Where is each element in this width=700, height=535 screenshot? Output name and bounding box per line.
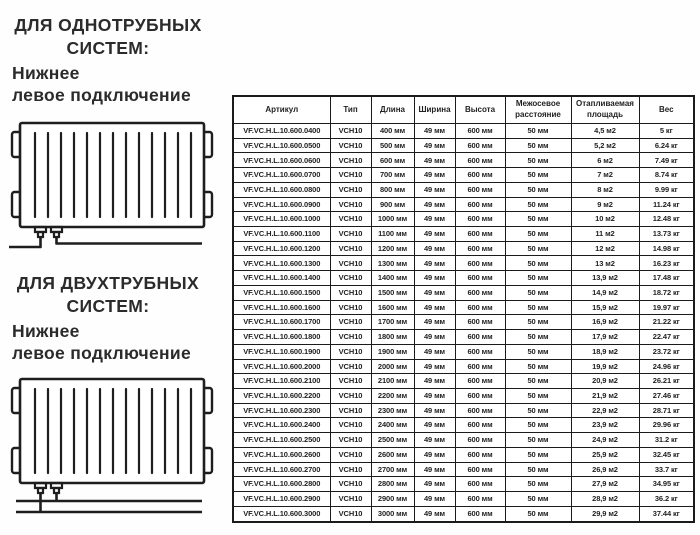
table-cell: 14.98 кг: [639, 241, 694, 256]
table-cell: 49 мм: [414, 182, 455, 197]
table-cell: VF.VC.H.L.10.600.2800: [233, 477, 330, 492]
table-cell: VCH10: [330, 124, 371, 139]
table-cell: 1800 мм: [371, 330, 414, 345]
table-cell: 1100 мм: [371, 227, 414, 242]
table-cell: 1200 мм: [371, 241, 414, 256]
table-cell: VF.VC.H.L.10.600.0600: [233, 153, 330, 168]
table-cell: 50 мм: [505, 491, 571, 506]
table-cell: 50 мм: [505, 197, 571, 212]
table-cell: 2800 мм: [371, 477, 414, 492]
column-header: Тип: [330, 96, 371, 124]
table-cell: 15,9 м2: [571, 300, 639, 315]
table-cell: 50 мм: [505, 433, 571, 448]
table-cell: VF.VC.H.L.10.600.0700: [233, 168, 330, 183]
table-cell: 2300 мм: [371, 403, 414, 418]
table-cell: 17,9 м2: [571, 330, 639, 345]
table-cell: 50 мм: [505, 403, 571, 418]
table-cell: 49 мм: [414, 491, 455, 506]
table-cell: 2400 мм: [371, 418, 414, 433]
table-cell: 600 мм: [371, 153, 414, 168]
pipe-routing-single: [9, 237, 202, 247]
table-cell: 600 мм: [455, 403, 505, 418]
table-cell: 33.7 кг: [639, 462, 694, 477]
table-cell: 49 мм: [414, 153, 455, 168]
table-cell: 50 мм: [505, 285, 571, 300]
table-cell: 50 мм: [505, 227, 571, 242]
table-cell: 28,9 м2: [571, 491, 639, 506]
table-cell: 7 м2: [571, 168, 639, 183]
table-cell: VF.VC.H.L.10.600.0800: [233, 182, 330, 197]
table-cell: VF.VC.H.L.10.600.1100: [233, 227, 330, 242]
subheading-line: Нижнее: [12, 63, 80, 83]
table-cell: 49 мм: [414, 374, 455, 389]
table-cell: VF.VC.H.L.10.600.1200: [233, 241, 330, 256]
table-cell: VF.VC.H.L.10.600.1700: [233, 315, 330, 330]
table-row: [233, 388, 694, 403]
table-cell: 13,9 м2: [571, 271, 639, 286]
table-cell: 16,9 м2: [571, 315, 639, 330]
table-cell: 49 мм: [414, 330, 455, 345]
table-cell: VCH10: [330, 506, 371, 522]
table-row: [233, 168, 694, 183]
table-cell: 800 мм: [371, 182, 414, 197]
table-cell: 50 мм: [505, 153, 571, 168]
table-cell: 26,9 м2: [571, 462, 639, 477]
table-cell: 600 мм: [455, 462, 505, 477]
table-cell: 600 мм: [455, 124, 505, 139]
table-cell: 2900 мм: [371, 491, 414, 506]
table-cell: 31.2 кг: [639, 433, 694, 448]
table-cell: 6 м2: [571, 153, 639, 168]
table-cell: 49 мм: [414, 138, 455, 153]
table-row: [233, 462, 694, 477]
table-cell: 50 мм: [505, 212, 571, 227]
table-cell: 19.97 кг: [639, 300, 694, 315]
table-cell: VF.VC.H.L.10.600.2500: [233, 433, 330, 448]
table-cell: VCH10: [330, 197, 371, 212]
table-cell: 10 м2: [571, 212, 639, 227]
table-cell: 600 мм: [455, 227, 505, 242]
table-cell: 1300 мм: [371, 256, 414, 271]
connection-stubs: [35, 483, 62, 493]
column-header: Высота: [455, 96, 505, 124]
table-row: [233, 124, 694, 139]
connection-label-single-pipe: [12, 62, 216, 107]
table-cell: 11.24 кг: [639, 197, 694, 212]
table-cell: 1500 мм: [371, 285, 414, 300]
table-cell: VCH10: [330, 418, 371, 433]
heading-line: СИСТЕМ:: [66, 296, 150, 317]
table-cell: VF.VC.H.L.10.600.2400: [233, 418, 330, 433]
table-row: [233, 506, 694, 522]
table-cell: 50 мм: [505, 374, 571, 389]
table-cell: VF.VC.H.L.10.600.2700: [233, 462, 330, 477]
table-cell: VCH10: [330, 256, 371, 271]
table-cell: 49 мм: [414, 359, 455, 374]
table-cell: VCH10: [330, 241, 371, 256]
table-cell: 600 мм: [455, 418, 505, 433]
table-cell: VF.VC.H.L.10.600.0500: [233, 138, 330, 153]
table-cell: 21.22 кг: [639, 315, 694, 330]
left-column: [6, 0, 220, 535]
heading-line: СИСТЕМ:: [66, 38, 150, 59]
table-cell: 50 мм: [505, 241, 571, 256]
table-cell: VCH10: [330, 300, 371, 315]
table-cell: 3000 мм: [371, 506, 414, 522]
table-cell: 12 м2: [571, 241, 639, 256]
table-cell: 13.73 кг: [639, 227, 694, 242]
table-row: [233, 138, 694, 153]
table-row: [233, 241, 694, 256]
table-cell: 50 мм: [505, 300, 571, 315]
table-cell: 900 мм: [371, 197, 414, 212]
table-row: [233, 418, 694, 433]
column-header: Длина: [371, 96, 414, 124]
table-cell: 49 мм: [414, 433, 455, 448]
table-cell: 49 мм: [414, 344, 455, 359]
column-header: Ширина: [414, 96, 455, 124]
table-cell: VF.VC.H.L.10.600.3000: [233, 506, 330, 522]
table-cell: 21,9 м2: [571, 388, 639, 403]
table-cell: 600 мм: [455, 256, 505, 271]
table-cell: 49 мм: [414, 300, 455, 315]
connection-stubs: [35, 227, 62, 237]
radiator-diagram-two-pipe: [8, 372, 216, 522]
table-cell: 2100 мм: [371, 374, 414, 389]
table-row: [233, 344, 694, 359]
table-cell: 20,9 м2: [571, 374, 639, 389]
table-cell: 18,9 м2: [571, 344, 639, 359]
table-cell: 50 мм: [505, 462, 571, 477]
table-cell: VCH10: [330, 433, 371, 448]
table-row: [233, 227, 694, 242]
table-row: [233, 374, 694, 389]
table-row: [233, 285, 694, 300]
column-header: Вес: [639, 96, 694, 124]
table-cell: 50 мм: [505, 344, 571, 359]
table-cell: 29.96 кг: [639, 418, 694, 433]
table-cell: VF.VC.H.L.10.600.2200: [233, 388, 330, 403]
table-cell: 50 мм: [505, 124, 571, 139]
table-cell: VCH10: [330, 182, 371, 197]
table-cell: 9 м2: [571, 197, 639, 212]
table-cell: 7.49 кг: [639, 153, 694, 168]
table-cell: 600 мм: [455, 241, 505, 256]
table-row: [233, 330, 694, 345]
table-cell: 600 мм: [455, 212, 505, 227]
table-cell: 600 мм: [455, 153, 505, 168]
table-cell: 27.46 кг: [639, 388, 694, 403]
table-cell: 600 мм: [455, 330, 505, 345]
table-cell: VCH10: [330, 388, 371, 403]
table-cell: VCH10: [330, 447, 371, 462]
table-cell: 22,9 м2: [571, 403, 639, 418]
table-cell: 37.44 кг: [639, 506, 694, 522]
table-cell: VF.VC.H.L.10.600.2900: [233, 491, 330, 506]
table-cell: 600 мм: [455, 388, 505, 403]
table-cell: VF.VC.H.L.10.600.0400: [233, 124, 330, 139]
table-cell: 1700 мм: [371, 315, 414, 330]
table-cell: 49 мм: [414, 477, 455, 492]
table-cell: 50 мм: [505, 138, 571, 153]
table-cell: VF.VC.H.L.10.600.1300: [233, 256, 330, 271]
table-cell: VCH10: [330, 403, 371, 418]
table-cell: 6.24 кг: [639, 138, 694, 153]
table-row: [233, 359, 694, 374]
table-cell: 50 мм: [505, 271, 571, 286]
table-cell: 600 мм: [455, 271, 505, 286]
subheading-line: левое подключение: [12, 85, 191, 106]
table-cell: VCH10: [330, 285, 371, 300]
table-cell: 49 мм: [414, 212, 455, 227]
section-heading-two-pipe: [6, 272, 210, 319]
table-cell: 8.74 кг: [639, 168, 694, 183]
table-cell: 24.96 кг: [639, 359, 694, 374]
table-cell: 49 мм: [414, 388, 455, 403]
table-cell: 500 мм: [371, 138, 414, 153]
spec-table: [232, 95, 695, 523]
table-cell: 600 мм: [455, 433, 505, 448]
spec-table-body: [233, 124, 694, 523]
table-cell: 600 мм: [455, 168, 505, 183]
table-cell: 50 мм: [505, 315, 571, 330]
table-cell: 50 мм: [505, 506, 571, 522]
table-cell: 26.21 кг: [639, 374, 694, 389]
table-cell: VCH10: [330, 477, 371, 492]
section-heading-single-pipe: [6, 14, 210, 61]
table-cell: 19,9 м2: [571, 359, 639, 374]
table-cell: 28.71 кг: [639, 403, 694, 418]
table-cell: 2200 мм: [371, 388, 414, 403]
table-cell: 600 мм: [455, 491, 505, 506]
table-cell: 4,5 м2: [571, 124, 639, 139]
table-cell: 50 мм: [505, 388, 571, 403]
table-cell: 24,9 м2: [571, 433, 639, 448]
table-cell: VCH10: [330, 344, 371, 359]
table-cell: VCH10: [330, 374, 371, 389]
table-cell: 1400 мм: [371, 271, 414, 286]
table-cell: 50 мм: [505, 330, 571, 345]
table-cell: 400 мм: [371, 124, 414, 139]
table-cell: 13 м2: [571, 256, 639, 271]
table-cell: VF.VC.H.L.10.600.2100: [233, 374, 330, 389]
subheading-line: Нижнее: [12, 321, 80, 341]
table-cell: 49 мм: [414, 227, 455, 242]
table-cell: 600 мм: [455, 182, 505, 197]
table-row: [233, 197, 694, 212]
table-cell: 600 мм: [455, 344, 505, 359]
table-cell: VCH10: [330, 153, 371, 168]
spec-table-head: [233, 96, 694, 124]
table-cell: 50 мм: [505, 447, 571, 462]
table-cell: VCH10: [330, 330, 371, 345]
table-cell: VF.VC.H.L.10.600.1000: [233, 212, 330, 227]
table-cell: 23.72 кг: [639, 344, 694, 359]
table-cell: 49 мм: [414, 447, 455, 462]
table-row: [233, 271, 694, 286]
table-cell: VCH10: [330, 138, 371, 153]
table-cell: 23,9 м2: [571, 418, 639, 433]
table-row: [233, 491, 694, 506]
table-cell: 600 мм: [455, 315, 505, 330]
table-row: [233, 403, 694, 418]
table-cell: 8 м2: [571, 182, 639, 197]
table-cell: 49 мм: [414, 403, 455, 418]
spec-table-header-row: [233, 96, 694, 124]
table-cell: 18.72 кг: [639, 285, 694, 300]
table-cell: 2700 мм: [371, 462, 414, 477]
table-cell: 49 мм: [414, 285, 455, 300]
table-cell: 49 мм: [414, 124, 455, 139]
table-cell: 600 мм: [455, 447, 505, 462]
column-header: Межосевое расстояние: [505, 96, 571, 124]
table-cell: 49 мм: [414, 271, 455, 286]
table-cell: 700 мм: [371, 168, 414, 183]
table-cell: 600 мм: [455, 374, 505, 389]
table-cell: VF.VC.H.L.10.600.1600: [233, 300, 330, 315]
table-row: [233, 447, 694, 462]
table-cell: 50 мм: [505, 359, 571, 374]
table-cell: 14,9 м2: [571, 285, 639, 300]
table-cell: 32.45 кг: [639, 447, 694, 462]
table-cell: 49 мм: [414, 197, 455, 212]
table-cell: 34.95 кг: [639, 477, 694, 492]
table-cell: VCH10: [330, 462, 371, 477]
pipe-routing-two: [16, 493, 202, 512]
table-cell: 36.2 кг: [639, 491, 694, 506]
table-cell: 12.48 кг: [639, 212, 694, 227]
table-cell: 11 м2: [571, 227, 639, 242]
table-cell: VCH10: [330, 271, 371, 286]
table-cell: 27,9 м2: [571, 477, 639, 492]
table-cell: 16.23 кг: [639, 256, 694, 271]
table-cell: 600 мм: [455, 477, 505, 492]
table-cell: 600 мм: [455, 300, 505, 315]
table-row: [233, 433, 694, 448]
table-cell: 49 мм: [414, 168, 455, 183]
table-cell: VCH10: [330, 359, 371, 374]
table-cell: 49 мм: [414, 506, 455, 522]
table-cell: 5 кг: [639, 124, 694, 139]
table-cell: VCH10: [330, 168, 371, 183]
table-cell: VF.VC.H.L.10.600.2600: [233, 447, 330, 462]
table-cell: 49 мм: [414, 241, 455, 256]
table-cell: VF.VC.H.L.10.600.0900: [233, 197, 330, 212]
table-row: [233, 212, 694, 227]
heading-line: ДЛЯ ОДНОТРУБНЫХ: [14, 15, 202, 35]
table-cell: 1900 мм: [371, 344, 414, 359]
table-cell: 50 мм: [505, 418, 571, 433]
table-cell: VF.VC.H.L.10.600.1900: [233, 344, 330, 359]
table-cell: VF.VC.H.L.10.600.2000: [233, 359, 330, 374]
table-cell: VCH10: [330, 315, 371, 330]
connection-label-two-pipe: [12, 320, 216, 365]
column-header: Отапливаемая площадь: [571, 96, 639, 124]
table-cell: 49 мм: [414, 315, 455, 330]
table-cell: 29,9 м2: [571, 506, 639, 522]
table-row: [233, 256, 694, 271]
table-cell: 2600 мм: [371, 447, 414, 462]
table-cell: 50 мм: [505, 168, 571, 183]
heading-line: ДЛЯ ДВУХТРУБНЫХ: [16, 273, 200, 293]
table-cell: VCH10: [330, 212, 371, 227]
table-cell: 9.99 кг: [639, 182, 694, 197]
table-row: [233, 477, 694, 492]
table-cell: 2000 мм: [371, 359, 414, 374]
table-row: [233, 315, 694, 330]
table-cell: VF.VC.H.L.10.600.1800: [233, 330, 330, 345]
radiator-diagram-single-pipe: [8, 116, 216, 256]
table-cell: 600 мм: [455, 506, 505, 522]
table-cell: VF.VC.H.L.10.600.2300: [233, 403, 330, 418]
table-cell: VCH10: [330, 491, 371, 506]
table-cell: 1000 мм: [371, 212, 414, 227]
table-cell: 600 мм: [455, 285, 505, 300]
table-cell: 50 мм: [505, 477, 571, 492]
table-cell: VCH10: [330, 227, 371, 242]
table-cell: 600 мм: [455, 138, 505, 153]
table-row: [233, 300, 694, 315]
table-row: [233, 153, 694, 168]
table-cell: VF.VC.H.L.10.600.1500: [233, 285, 330, 300]
subheading-line: левое подключение: [12, 343, 191, 364]
table-cell: 17.48 кг: [639, 271, 694, 286]
table-cell: 49 мм: [414, 418, 455, 433]
table-cell: VF.VC.H.L.10.600.1400: [233, 271, 330, 286]
table-cell: 50 мм: [505, 182, 571, 197]
table-cell: 50 мм: [505, 256, 571, 271]
table-cell: 22.47 кг: [639, 330, 694, 345]
table-cell: 600 мм: [455, 359, 505, 374]
table-cell: 2500 мм: [371, 433, 414, 448]
table-cell: 600 мм: [455, 197, 505, 212]
column-header: Артикул: [233, 96, 330, 124]
table-cell: 49 мм: [414, 462, 455, 477]
table-cell: 49 мм: [414, 256, 455, 271]
table-row: [233, 182, 694, 197]
table-cell: 5,2 м2: [571, 138, 639, 153]
table-cell: 25,9 м2: [571, 447, 639, 462]
table-cell: 1600 мм: [371, 300, 414, 315]
